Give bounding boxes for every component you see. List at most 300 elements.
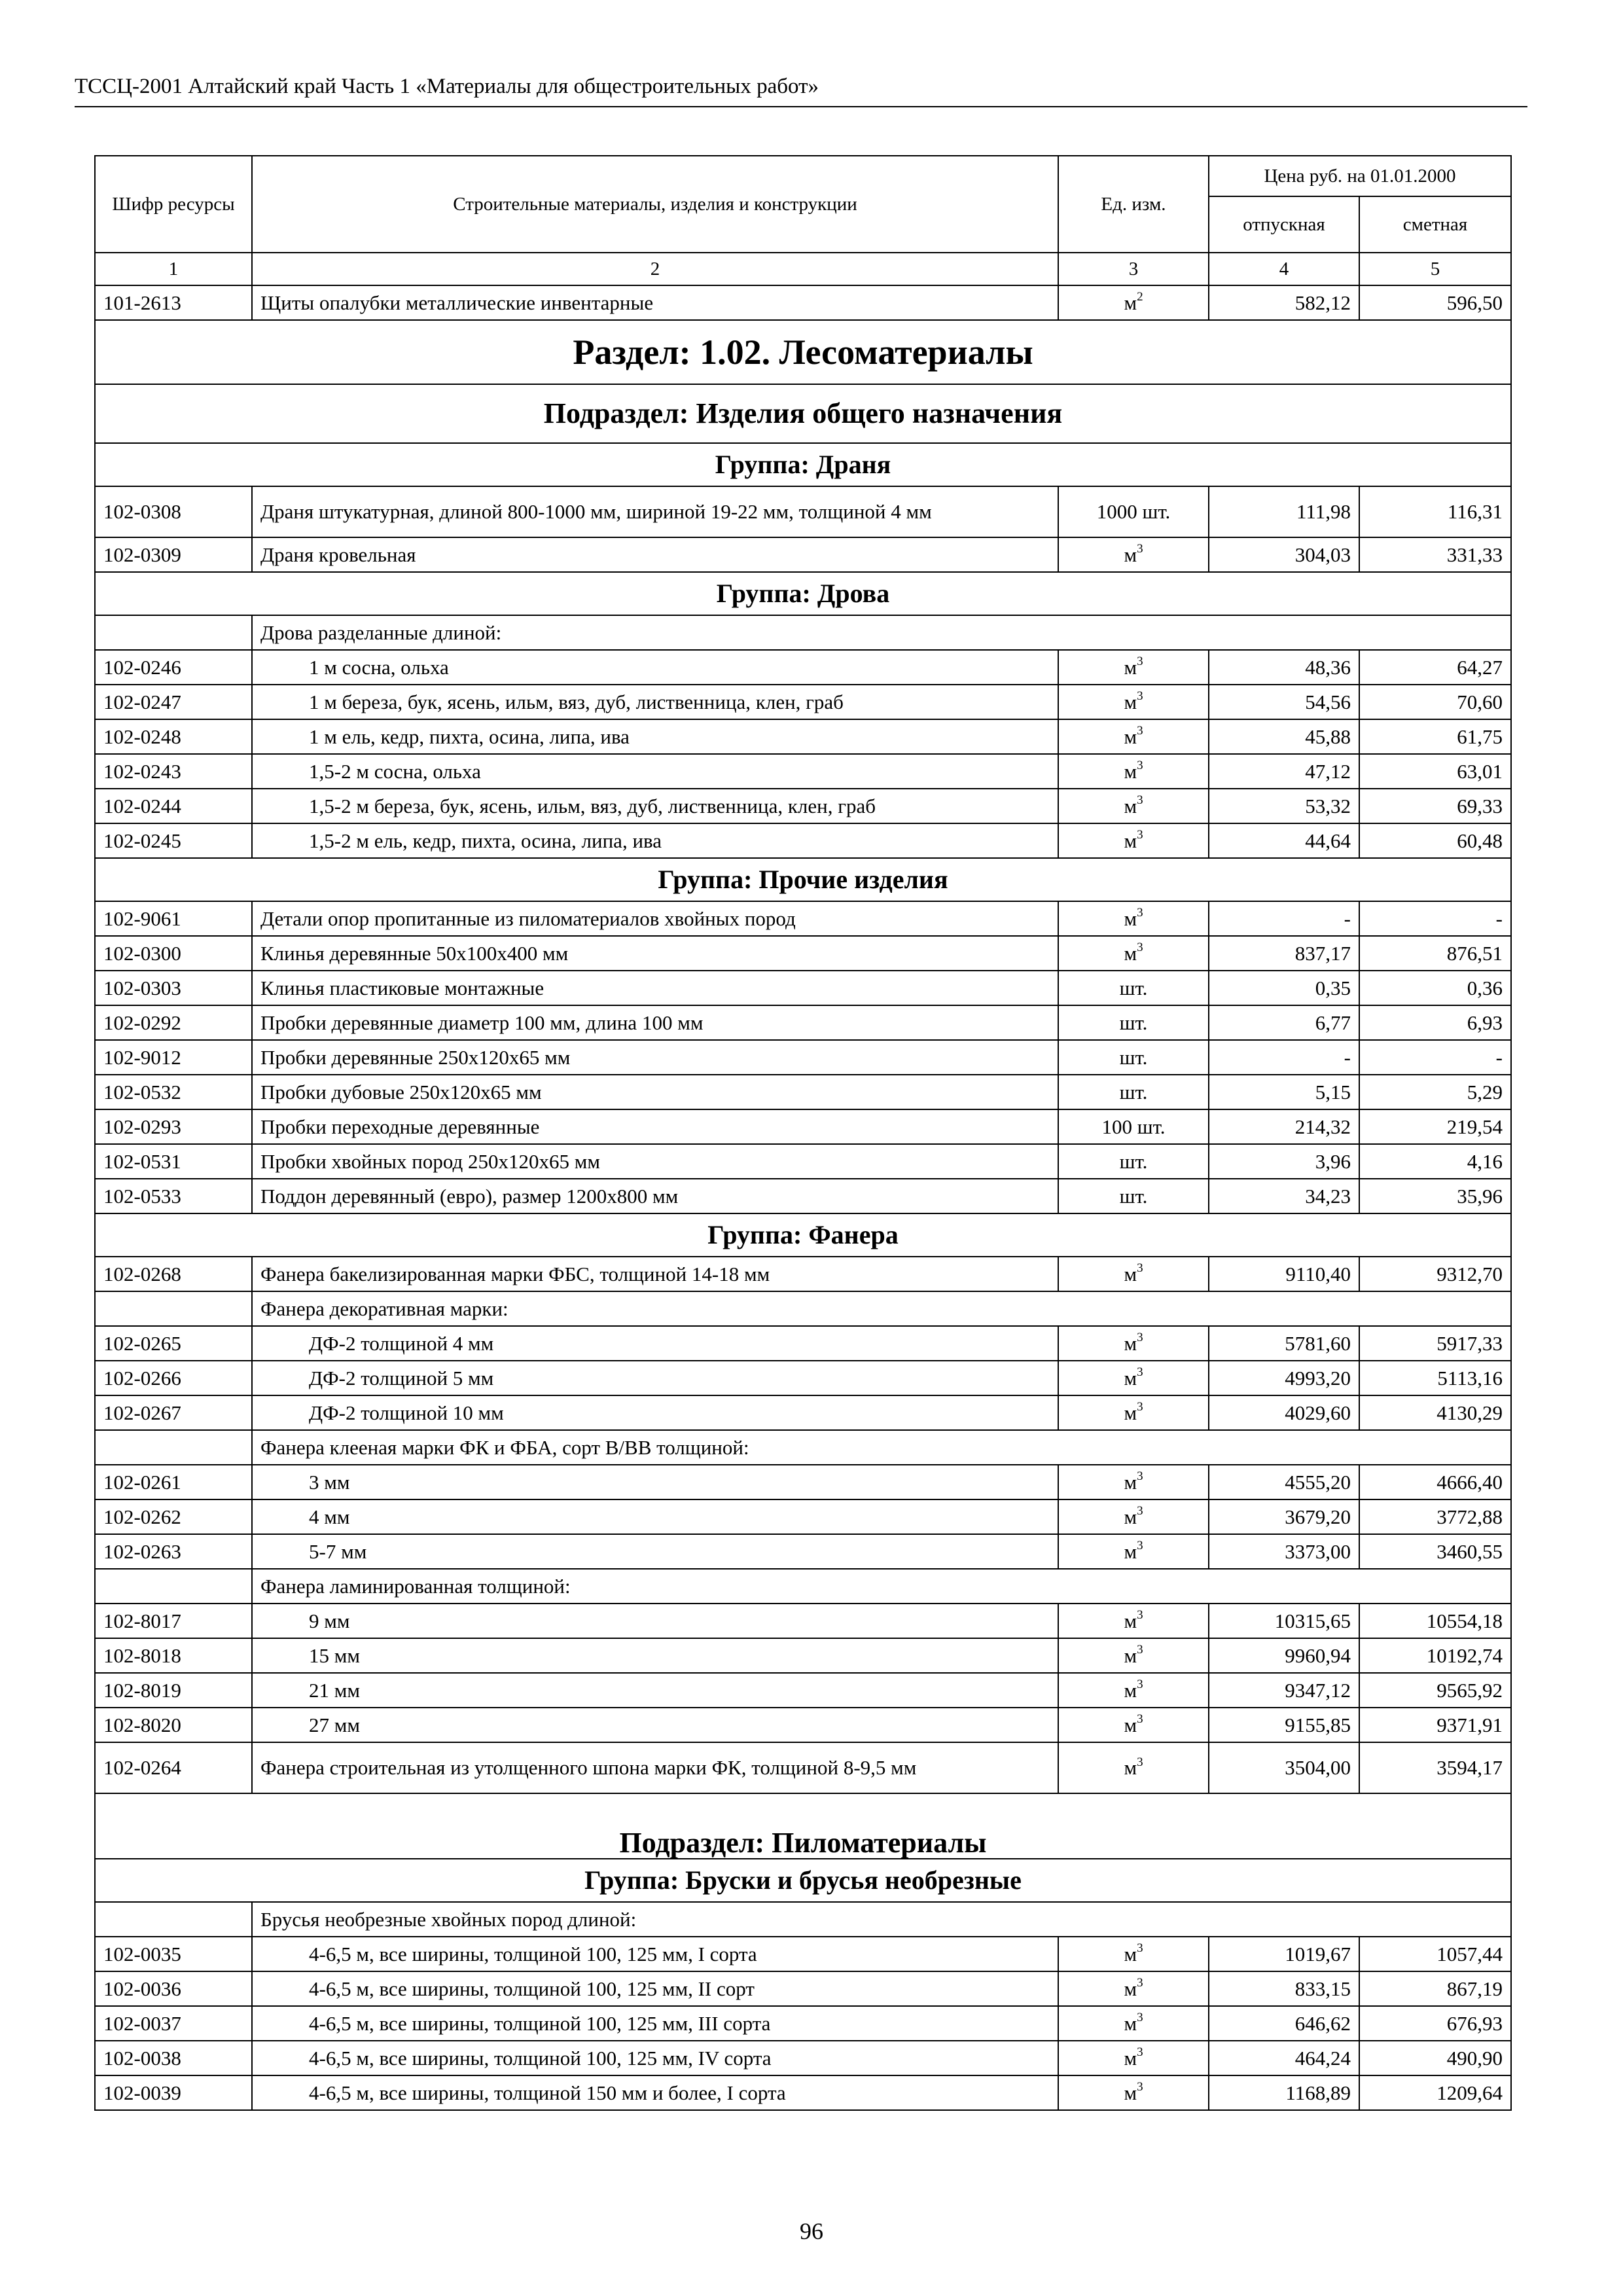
table-row	[95, 1499, 1511, 1534]
unit-exponent: 3	[1137, 1504, 1143, 1518]
unit-text: шт.	[1119, 1045, 1148, 1069]
unit-text: м	[1124, 1505, 1137, 1528]
unit-of-measure	[1058, 1109, 1209, 1144]
unit-of-measure	[1058, 1144, 1209, 1179]
resource-code: 102-0309	[95, 537, 252, 572]
unit-exponent: 3	[1137, 2045, 1143, 2060]
price-estimate: 10554,18	[1359, 1604, 1511, 1638]
price-release: 3373,00	[1209, 1534, 1359, 1569]
material-name: Драня кровельная	[252, 537, 1058, 572]
unit-of-measure	[1058, 486, 1209, 537]
resource-code: 102-0037	[95, 2006, 252, 2041]
material-name: 4 мм	[252, 1499, 1058, 1534]
table-row	[95, 1257, 1511, 1291]
group-row	[95, 443, 1511, 486]
unit-exponent: 3	[1137, 1755, 1143, 1769]
unit-text: м	[1124, 690, 1137, 713]
empty-code-cell	[95, 1902, 252, 1937]
group-row	[95, 858, 1511, 901]
unit-of-measure	[1058, 1673, 1209, 1708]
section-row	[95, 320, 1511, 384]
table-row	[95, 901, 1511, 936]
table-row	[95, 1326, 1511, 1361]
unit-exponent: 3	[1137, 1976, 1143, 1990]
category-label: Брусья необрезные хвойных пород длиной:	[252, 1902, 1511, 1937]
unit-text: м	[1124, 1331, 1137, 1355]
table-row	[95, 971, 1511, 1005]
unit-exponent: 3	[1137, 941, 1143, 955]
resource-code: 102-0248	[95, 719, 252, 754]
price-estimate: 4,16	[1359, 1144, 1511, 1179]
col-number: 2	[252, 253, 1058, 285]
unit-of-measure	[1058, 685, 1209, 719]
material-name: 9 мм	[252, 1604, 1058, 1638]
col-number: 5	[1359, 253, 1511, 285]
resource-code: 102-0268	[95, 1257, 252, 1291]
unit-of-measure	[1058, 1179, 1209, 1213]
price-table	[94, 155, 1512, 2111]
category-label: Фанера декоративная марки:	[252, 1291, 1511, 1326]
material-name: ДФ-2 толщиной 10 мм	[252, 1395, 1058, 1430]
resource-code: 102-0533	[95, 1179, 252, 1213]
price-release: 6,77	[1209, 1005, 1359, 1040]
price-estimate: 0,36	[1359, 971, 1511, 1005]
unit-text: м	[1124, 2081, 1137, 2104]
price-release: 5781,60	[1209, 1326, 1359, 1361]
category-label-row	[95, 1430, 1511, 1465]
group-title: Группа: Драня	[95, 443, 1511, 486]
price-release: 47,12	[1209, 754, 1359, 789]
resource-code: 102-0262	[95, 1499, 252, 1534]
material-name: 5-7 мм	[252, 1534, 1058, 1569]
material-name: Щиты опалубки металлические инвентарные	[252, 285, 1058, 320]
table-row	[95, 2075, 1511, 2110]
resource-code: 102-8019	[95, 1673, 252, 1708]
table-row	[95, 754, 1511, 789]
price-release: 48,36	[1209, 650, 1359, 685]
header-name: Строительные материалы, изделия и конструкции	[252, 156, 1058, 253]
resource-code: 102-9012	[95, 1040, 252, 1075]
unit-of-measure	[1058, 1937, 1209, 1971]
price-estimate: 490,90	[1359, 2041, 1511, 2075]
unit-exponent: 3	[1137, 1539, 1143, 1553]
group-row	[95, 572, 1511, 615]
header-price: Цена руб. на 01.01.2000	[1209, 156, 1511, 196]
price-estimate: 4666,40	[1359, 1465, 1511, 1499]
unit-text: м	[1124, 1609, 1137, 1632]
price-estimate: 3594,17	[1359, 1742, 1511, 1793]
unit-exponent: 3	[1137, 1712, 1143, 1727]
unit-of-measure	[1058, 1005, 1209, 1040]
table-row	[95, 1395, 1511, 1430]
table-row	[95, 1075, 1511, 1109]
resource-code: 102-0035	[95, 1937, 252, 1971]
unit-exponent: 3	[1137, 1469, 1143, 1484]
price-estimate: 64,27	[1359, 650, 1511, 685]
header-code: Шифр ресурсы	[95, 156, 252, 253]
unit-text: 1000 шт.	[1096, 500, 1171, 523]
unit-text: шт.	[1119, 1080, 1148, 1103]
unit-of-measure	[1058, 1742, 1209, 1793]
price-estimate: 61,75	[1359, 719, 1511, 754]
table-row	[95, 1179, 1511, 1213]
price-table-body	[95, 156, 1511, 2110]
unit-exponent: 3	[1137, 2080, 1143, 2094]
material-name: Пробки деревянные 250х120х65 мм	[252, 1040, 1058, 1075]
price-release: 9155,85	[1209, 1708, 1359, 1742]
unit-text: м	[1124, 1470, 1137, 1494]
unit-text: м	[1124, 655, 1137, 679]
material-name: Клинья деревянные 50х100х400 мм	[252, 936, 1058, 971]
material-name: Поддон деревянный (евро), размер 1200х800 мм	[252, 1179, 1058, 1213]
unit-text: м	[1124, 906, 1137, 930]
unit-of-measure	[1058, 1499, 1209, 1534]
price-estimate: 116,31	[1359, 486, 1511, 537]
table-row	[95, 285, 1511, 320]
category-label-row	[95, 1569, 1511, 1604]
resource-code: 102-0263	[95, 1534, 252, 1569]
price-release: 9347,12	[1209, 1673, 1359, 1708]
price-estimate: 5917,33	[1359, 1326, 1511, 1361]
subsection-row	[95, 1793, 1511, 1859]
table-row	[95, 1673, 1511, 1708]
resource-code: 102-0247	[95, 685, 252, 719]
price-estimate: 596,50	[1359, 285, 1511, 320]
price-estimate: 3460,55	[1359, 1534, 1511, 1569]
price-release: 3679,20	[1209, 1499, 1359, 1534]
unit-text: м	[1124, 725, 1137, 748]
section-title: Раздел: 1.02. Лесоматериалы	[95, 320, 1511, 384]
unit-of-measure	[1058, 1040, 1209, 1075]
unit-exponent: 3	[1137, 689, 1143, 704]
resource-code: 102-0244	[95, 789, 252, 823]
material-name: 1 м береза, бук, ясень, ильм, вяз, дуб, лиственница, клен, граб	[252, 685, 1058, 719]
material-name: Пробки переходные деревянные	[252, 1109, 1058, 1144]
unit-exponent: 2	[1137, 290, 1143, 304]
unit-text: шт.	[1119, 976, 1148, 999]
unit-exponent: 3	[1137, 1400, 1143, 1414]
price-estimate: 3772,88	[1359, 1499, 1511, 1534]
price-estimate: 676,93	[1359, 2006, 1511, 2041]
unit-exponent: 3	[1137, 1941, 1143, 1956]
category-label-row	[95, 615, 1511, 650]
price-release: 646,62	[1209, 2006, 1359, 2041]
table-row	[95, 789, 1511, 823]
resource-code: 102-0308	[95, 486, 252, 537]
empty-code-cell	[95, 1569, 252, 1604]
price-release: 4555,20	[1209, 1465, 1359, 1499]
price-estimate: 60,48	[1359, 823, 1511, 858]
price-release: 214,32	[1209, 1109, 1359, 1144]
material-name: 4-6,5 м, все ширины, толщиной 100, 125 мм, II сорт	[252, 1971, 1058, 2006]
unit-text: м	[1124, 1643, 1137, 1667]
unit-exponent: 3	[1137, 1365, 1143, 1380]
price-release: 53,32	[1209, 789, 1359, 823]
material-name: 21 мм	[252, 1673, 1058, 1708]
unit-of-measure	[1058, 2075, 1209, 2110]
category-label-row	[95, 1902, 1511, 1937]
price-estimate: -	[1359, 1040, 1511, 1075]
unit-of-measure	[1058, 1326, 1209, 1361]
price-estimate: 219,54	[1359, 1109, 1511, 1144]
unit-text: шт.	[1119, 1149, 1148, 1173]
price-release: 44,64	[1209, 823, 1359, 858]
unit-text: м	[1124, 1942, 1137, 1965]
price-release: 304,03	[1209, 537, 1359, 572]
unit-text: шт.	[1119, 1011, 1148, 1034]
unit-text: м	[1124, 829, 1137, 852]
group-title: Группа: Фанера	[95, 1213, 1511, 1257]
resource-code: 102-0036	[95, 1971, 252, 2006]
unit-text: шт.	[1119, 1184, 1148, 1208]
material-name: ДФ-2 толщиной 4 мм	[252, 1326, 1058, 1361]
unit-text: м	[1124, 794, 1137, 817]
col-number: 3	[1058, 253, 1209, 285]
unit-text: м	[1124, 1678, 1137, 1702]
price-estimate: 876,51	[1359, 936, 1511, 971]
header-price-estimate: сметная	[1359, 196, 1511, 253]
unit-of-measure	[1058, 719, 1209, 754]
table-row	[95, 2041, 1511, 2075]
price-release: 3,96	[1209, 1144, 1359, 1179]
price-release: 833,15	[1209, 1971, 1359, 2006]
unit-of-measure	[1058, 1257, 1209, 1291]
resource-code: 102-0293	[95, 1109, 252, 1144]
unit-text: м	[1124, 1977, 1137, 2000]
resource-code: 102-0264	[95, 1742, 252, 1793]
resource-code: 102-0245	[95, 823, 252, 858]
unit-text: м	[1124, 1366, 1137, 1390]
unit-of-measure	[1058, 2041, 1209, 2075]
price-estimate: 9312,70	[1359, 1257, 1511, 1291]
price-estimate: 1209,64	[1359, 2075, 1511, 2110]
table-row	[95, 1708, 1511, 1742]
running-header: ТССЦ-2001 Алтайский край Часть 1 «Материалы для общестроительных работ»	[75, 71, 1527, 107]
material-name: 1,5-2 м береза, бук, ясень, ильм, вяз, дуб, лиственница, клен, граб	[252, 789, 1058, 823]
subsection-title: Подраздел: Пиломатериалы	[95, 1793, 1511, 1859]
column-numbers-row	[95, 253, 1511, 285]
empty-code-cell	[95, 1430, 252, 1465]
table-row	[95, 1971, 1511, 2006]
unit-of-measure	[1058, 1465, 1209, 1499]
price-release: 3504,00	[1209, 1742, 1359, 1793]
resource-code: 102-0292	[95, 1005, 252, 1040]
unit-exponent: 3	[1137, 793, 1143, 808]
unit-exponent: 3	[1137, 2011, 1143, 2025]
resource-code: 102-0246	[95, 650, 252, 685]
material-name: Пробки деревянные диаметр 100 мм, длина 100 мм	[252, 1005, 1058, 1040]
table-row	[95, 1040, 1511, 1075]
price-estimate: 9565,92	[1359, 1673, 1511, 1708]
resource-code: 102-0266	[95, 1361, 252, 1395]
unit-exponent: 3	[1137, 724, 1143, 738]
price-release: 34,23	[1209, 1179, 1359, 1213]
material-name: Драня штукатурная, длиной 800-1000 мм, шириной 19-22 мм, толщиной 4 мм	[252, 486, 1058, 537]
material-name: ДФ-2 толщиной 5 мм	[252, 1361, 1058, 1395]
material-name: 1 м ель, кедр, пихта, осина, липа, ива	[252, 719, 1058, 754]
price-release: -	[1209, 1040, 1359, 1075]
price-estimate: -	[1359, 901, 1511, 936]
material-name: 1 м сосна, ольха	[252, 650, 1058, 685]
group-title: Группа: Бруски и брусья необрезные	[95, 1859, 1511, 1902]
price-estimate: 331,33	[1359, 537, 1511, 572]
resource-code: 102-0243	[95, 754, 252, 789]
price-release: 0,35	[1209, 971, 1359, 1005]
unit-text: м	[1124, 1713, 1137, 1736]
price-release: 1168,89	[1209, 2075, 1359, 2110]
unit-of-measure	[1058, 1395, 1209, 1430]
price-release: 111,98	[1209, 486, 1359, 537]
empty-code-cell	[95, 1291, 252, 1326]
material-name: Пробки хвойных пород 250х120х65 мм	[252, 1144, 1058, 1179]
group-row	[95, 1859, 1511, 1902]
price-release: 45,88	[1209, 719, 1359, 754]
unit-exponent: 3	[1137, 1261, 1143, 1276]
category-label-row	[95, 1291, 1511, 1326]
table-row	[95, 1937, 1511, 1971]
unit-exponent: 3	[1137, 1643, 1143, 1657]
table-row	[95, 1604, 1511, 1638]
unit-of-measure	[1058, 1638, 1209, 1673]
unit-of-measure	[1058, 1971, 1209, 2006]
unit-of-measure	[1058, 971, 1209, 1005]
table-row	[95, 650, 1511, 685]
material-name: Пробки дубовые 250х120х65 мм	[252, 1075, 1058, 1109]
material-name: 4-6,5 м, все ширины, толщиной 150 мм и более, I сорта	[252, 2075, 1058, 2110]
resource-code: 102-0265	[95, 1326, 252, 1361]
table-header-row	[95, 156, 1511, 196]
unit-text: м	[1124, 1756, 1137, 1779]
price-estimate: 6,93	[1359, 1005, 1511, 1040]
header-unit: Ед. изм.	[1058, 156, 1209, 253]
subsection-row	[95, 384, 1511, 443]
material-name: 15 мм	[252, 1638, 1058, 1673]
material-name: 27 мм	[252, 1708, 1058, 1742]
resource-code: 102-0531	[95, 1144, 252, 1179]
resource-code: 102-8018	[95, 1638, 252, 1673]
unit-text: м	[1124, 1262, 1137, 1285]
unit-of-measure	[1058, 936, 1209, 971]
price-release: 4029,60	[1209, 1395, 1359, 1430]
resource-code: 102-8020	[95, 1708, 252, 1742]
table-row	[95, 685, 1511, 719]
col-number: 1	[95, 253, 252, 285]
unit-of-measure	[1058, 2006, 1209, 2041]
col-number: 4	[1209, 253, 1359, 285]
resource-code: 102-9061	[95, 901, 252, 936]
material-name: Детали опор пропитанные из пиломатериалов хвойных пород	[252, 901, 1058, 936]
material-name: Фанера бакелизированная марки ФБС, толщиной 14-18 мм	[252, 1257, 1058, 1291]
material-name: 1,5-2 м сосна, ольха	[252, 754, 1058, 789]
material-name: 3 мм	[252, 1465, 1058, 1499]
price-estimate: 1057,44	[1359, 1937, 1511, 1971]
resource-code: 102-0267	[95, 1395, 252, 1430]
unit-exponent: 3	[1137, 828, 1143, 842]
group-title: Группа: Дрова	[95, 572, 1511, 615]
table-row	[95, 486, 1511, 537]
group-title: Группа: Прочие изделия	[95, 858, 1511, 901]
material-name: 4-6,5 м, все ширины, толщиной 100, 125 мм, IV сорта	[252, 2041, 1058, 2075]
price-release: 5,15	[1209, 1075, 1359, 1109]
table-row	[95, 1465, 1511, 1499]
price-estimate: 35,96	[1359, 1179, 1511, 1213]
table-row	[95, 1361, 1511, 1395]
unit-of-measure	[1058, 650, 1209, 685]
price-release: 9960,94	[1209, 1638, 1359, 1673]
price-estimate: 5,29	[1359, 1075, 1511, 1109]
price-release: 4993,20	[1209, 1361, 1359, 1395]
resource-code: 102-0300	[95, 936, 252, 971]
table-row	[95, 936, 1511, 971]
material-name: 4-6,5 м, все ширины, толщиной 100, 125 мм, I сорта	[252, 1937, 1058, 1971]
unit-text: м	[1124, 2011, 1137, 2035]
category-label: Фанера ламинированная толщиной:	[252, 1569, 1511, 1604]
unit-text: м	[1124, 291, 1137, 314]
price-estimate: 69,33	[1359, 789, 1511, 823]
table-row	[95, 719, 1511, 754]
unit-text: м	[1124, 543, 1137, 566]
price-release: 1019,67	[1209, 1937, 1359, 1971]
category-label: Фанера клееная марки ФК и ФБА, сорт В/ВВ толщиной:	[252, 1430, 1511, 1465]
unit-of-measure	[1058, 823, 1209, 858]
header-price-release: отпускная	[1209, 196, 1359, 253]
unit-of-measure	[1058, 1708, 1209, 1742]
table-row	[95, 1109, 1511, 1144]
unit-of-measure	[1058, 789, 1209, 823]
table-row	[95, 1638, 1511, 1673]
price-estimate: 9371,91	[1359, 1708, 1511, 1742]
table-row	[95, 1144, 1511, 1179]
unit-text: 100 шт.	[1101, 1115, 1166, 1138]
unit-exponent: 3	[1137, 1331, 1143, 1345]
unit-of-measure	[1058, 1604, 1209, 1638]
price-estimate: 70,60	[1359, 685, 1511, 719]
price-estimate: 5113,16	[1359, 1361, 1511, 1395]
table-row	[95, 1534, 1511, 1569]
resource-code: 102-8017	[95, 1604, 252, 1638]
unit-of-measure	[1058, 1534, 1209, 1569]
empty-code-cell	[95, 615, 252, 650]
price-release: 582,12	[1209, 285, 1359, 320]
table-row	[95, 537, 1511, 572]
resource-code: 102-0303	[95, 971, 252, 1005]
unit-exponent: 3	[1137, 906, 1143, 920]
price-estimate: 867,19	[1359, 1971, 1511, 2006]
group-row	[95, 1213, 1511, 1257]
unit-of-measure	[1058, 537, 1209, 572]
unit-of-measure	[1058, 1075, 1209, 1109]
price-release: 10315,65	[1209, 1604, 1359, 1638]
unit-text: м	[1124, 941, 1137, 965]
unit-text: м	[1124, 2046, 1137, 2070]
table-row	[95, 823, 1511, 858]
price-estimate: 10192,74	[1359, 1638, 1511, 1673]
unit-exponent: 3	[1137, 1608, 1143, 1623]
unit-of-measure	[1058, 754, 1209, 789]
price-release: -	[1209, 901, 1359, 936]
resource-code: 102-0039	[95, 2075, 252, 2110]
price-estimate: 4130,29	[1359, 1395, 1511, 1430]
unit-of-measure	[1058, 1361, 1209, 1395]
material-name: 1,5-2 м ель, кедр, пихта, осина, липа, ива	[252, 823, 1058, 858]
unit-of-measure	[1058, 285, 1209, 320]
category-label: Дрова разделанные длиной:	[252, 615, 1511, 650]
price-estimate: 63,01	[1359, 754, 1511, 789]
unit-exponent: 3	[1137, 542, 1143, 556]
subsection-title: Подраздел: Изделия общего назначения	[95, 384, 1511, 443]
material-name: Клинья пластиковые монтажные	[252, 971, 1058, 1005]
material-name: 4-6,5 м, все ширины, толщиной 100, 125 мм, III сорта	[252, 2006, 1058, 2041]
